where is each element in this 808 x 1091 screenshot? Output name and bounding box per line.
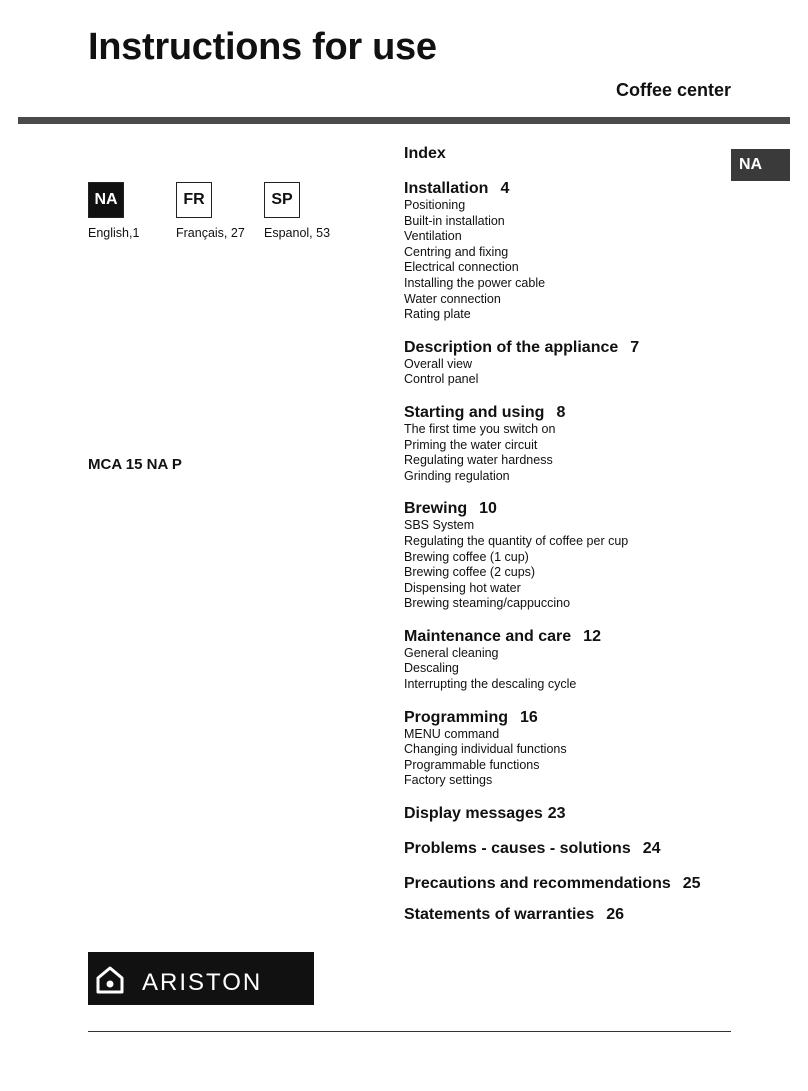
section-title bbox=[404, 709, 724, 727]
section-title bbox=[404, 805, 724, 823]
list-item: Descaling bbox=[404, 661, 459, 676]
index-section bbox=[404, 840, 724, 858]
index-section bbox=[404, 875, 724, 893]
table-of-contents bbox=[404, 145, 724, 937]
section-title bbox=[404, 180, 724, 198]
list-item: Regulating the quantity of coffee per cup bbox=[404, 533, 629, 548]
header-divider bbox=[18, 117, 790, 124]
list-item: Dispensing hot water bbox=[404, 580, 521, 595]
list-item: Programmable functions bbox=[404, 757, 540, 772]
section-items bbox=[404, 518, 724, 612]
index-section bbox=[404, 628, 724, 693]
index-section bbox=[404, 805, 724, 823]
section-page-number: 25 bbox=[682, 875, 701, 893]
section-title bbox=[404, 628, 724, 646]
brand-name: ARISTON bbox=[142, 969, 263, 996]
section-page-number: 7 bbox=[630, 338, 640, 356]
house-logo-icon bbox=[96, 966, 124, 994]
section-page-number: 4 bbox=[500, 180, 510, 197]
index-section bbox=[404, 180, 724, 323]
list-item: Brewing coffee (2 cups) bbox=[404, 565, 536, 580]
list-item: Rating plate bbox=[404, 307, 471, 322]
index-heading: Index bbox=[404, 145, 446, 162]
index-section bbox=[404, 709, 724, 789]
list-item: SBS System bbox=[404, 518, 475, 533]
section-title-text: Brewing bbox=[404, 500, 468, 518]
section-items bbox=[404, 646, 724, 693]
section-page-number: 26 bbox=[606, 906, 625, 924]
list-item: Ventilation bbox=[404, 229, 462, 244]
section-page-number: 10 bbox=[479, 500, 497, 518]
list-item: Grinding regulation bbox=[404, 468, 510, 483]
section-title-text: Maintenance and care bbox=[404, 627, 572, 645]
list-item: Interrupting the descaling cycle bbox=[404, 677, 577, 692]
list-item: General cleaning bbox=[404, 645, 499, 660]
language-code-box: NA bbox=[88, 182, 124, 218]
list-item: Factory settings bbox=[404, 773, 493, 788]
model-number: MCA 15 NA P bbox=[88, 456, 182, 473]
list-item: Changing individual functions bbox=[404, 742, 567, 757]
language-tab: NA bbox=[731, 149, 790, 181]
section-items bbox=[404, 198, 724, 323]
language-code-box: FR bbox=[176, 182, 212, 218]
section-title bbox=[404, 339, 724, 357]
brand-logo bbox=[88, 952, 314, 1005]
product-category: Coffee center bbox=[615, 80, 731, 100]
section-page-number: 23 bbox=[547, 805, 566, 823]
index-section bbox=[404, 906, 724, 924]
section-items bbox=[404, 422, 724, 484]
language-english bbox=[88, 182, 139, 240]
list-item: Priming the water circuit bbox=[404, 437, 538, 452]
language-french bbox=[176, 182, 245, 240]
section-title-text: Statements of warranties bbox=[404, 906, 595, 924]
list-item: Regulating water hardness bbox=[404, 453, 553, 468]
section-title bbox=[404, 840, 724, 858]
section-title bbox=[404, 906, 724, 924]
list-item: Centring and fixing bbox=[404, 244, 509, 259]
section-title-text: Precautions and recommendations bbox=[404, 875, 671, 893]
list-item: MENU command bbox=[404, 726, 500, 741]
section-page-number: 8 bbox=[556, 403, 566, 421]
language-label: English,1 bbox=[88, 226, 140, 240]
section-title bbox=[404, 500, 724, 518]
list-item: Positioning bbox=[404, 198, 466, 212]
index-section bbox=[404, 339, 724, 388]
section-page-number: 12 bbox=[583, 627, 601, 645]
page-title: Instructions for use bbox=[88, 26, 437, 68]
list-item: The first time you switch on bbox=[404, 421, 556, 436]
index-section bbox=[404, 500, 724, 612]
index-section bbox=[404, 404, 724, 484]
section-title-text: Display messages bbox=[404, 805, 543, 823]
language-spanish bbox=[264, 182, 330, 240]
list-item: Brewing coffee (1 cup) bbox=[404, 549, 529, 564]
list-item: Electrical connection bbox=[404, 260, 519, 275]
section-title-text: Starting and using bbox=[404, 403, 545, 421]
language-label: Français, 27 bbox=[176, 226, 245, 240]
footer-divider bbox=[88, 1031, 731, 1032]
list-item: Overall view bbox=[404, 356, 473, 371]
section-items bbox=[404, 357, 724, 388]
list-item: Installing the power cable bbox=[404, 275, 546, 290]
list-item: Brewing steaming/cappuccino bbox=[404, 596, 571, 611]
section-title-text: Programming bbox=[404, 708, 509, 726]
section-title-text: Problems - causes - solutions bbox=[404, 840, 631, 858]
section-page-number: 16 bbox=[520, 708, 538, 726]
language-code-box: SP bbox=[264, 182, 300, 218]
list-item: Control panel bbox=[404, 372, 479, 387]
list-item: Water connection bbox=[404, 291, 501, 306]
section-items bbox=[404, 727, 724, 789]
list-item: Built-in installation bbox=[404, 213, 505, 228]
section-title bbox=[404, 875, 724, 893]
section-title bbox=[404, 404, 724, 422]
section-title-text: Installation bbox=[404, 180, 489, 197]
section-page-number: 24 bbox=[642, 840, 661, 858]
language-label: Espanol, 53 bbox=[264, 226, 331, 240]
section-title-text: Description of the appliance bbox=[404, 338, 619, 356]
